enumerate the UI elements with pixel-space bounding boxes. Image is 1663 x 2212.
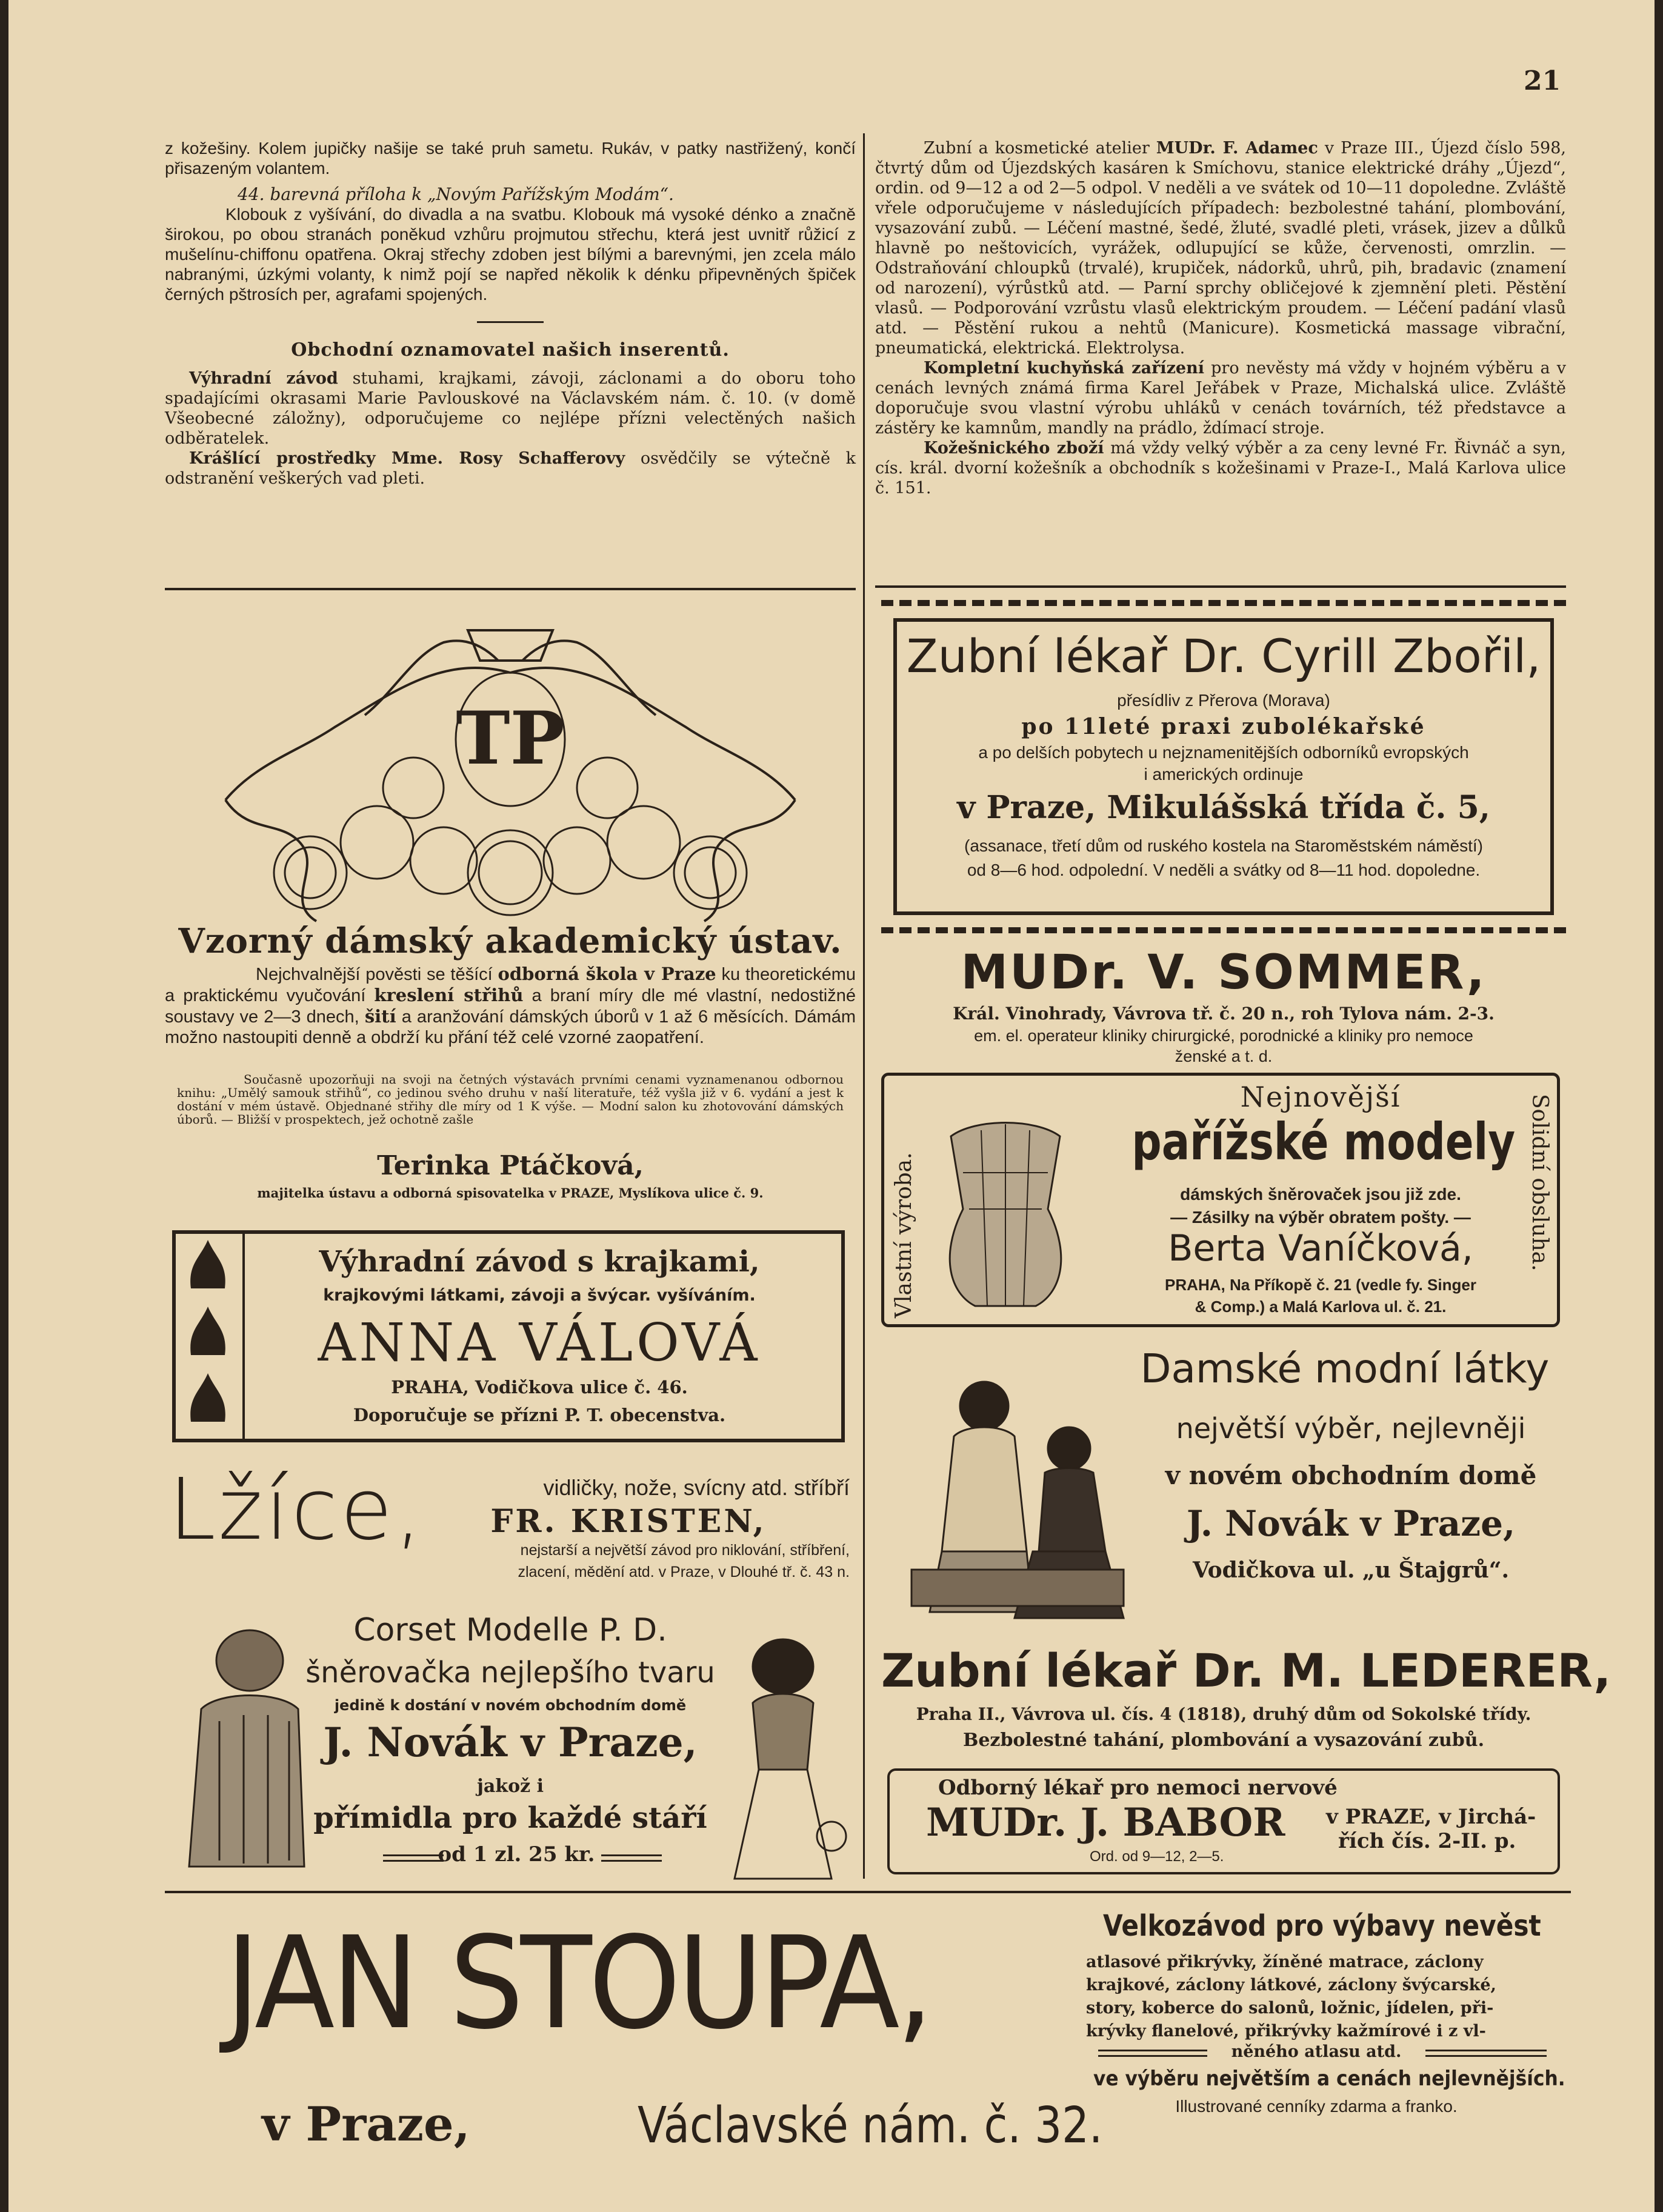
ad-novak [881, 1345, 1566, 1636]
ustav-a: Nejchvalnější pověsti se těšící [256, 965, 498, 984]
bottom-rule [165, 1891, 1571, 1893]
right-column-text [875, 138, 1566, 498]
ad-vanickova [881, 1073, 1560, 1327]
vanickova-l1: Nejnovější [1240, 1081, 1401, 1113]
stoupa-addr: Václavské nám. č. 32. [638, 2097, 1103, 2154]
zboril-title: Zubní lékař Dr. Cyrill Zbořil, [906, 629, 1541, 683]
zboril-l7: od 8—6 hod. odpolední. V neděli a svátky od 8—11 hod. dopoledne. [967, 861, 1481, 879]
ustav-b: odborná škola v Praze [498, 964, 716, 984]
ustav-g: a aranžování dámských úborů v 1 až 6 měsících. Dámám možno nastoupiti denně a obdrží ku přání též celé vzorné zaopatření. [165, 1007, 856, 1047]
babor-ord: Ord. od 9—12, 2—5. [1090, 1848, 1224, 1865]
corset-l1: Corset Modelle P. D. [353, 1612, 667, 1648]
p3-body: stuhami, krajkami, závoji, záclonami a do oboru toho spadajícími okrasami Marie Pavlouskové na Václavském nám. č. 10. (v domě Všeobecné záložny), odporučujeme co nejlépe přízni velectěných našich odběratelek. [165, 369, 856, 448]
p1b: MUDr. F. Adamec [1156, 139, 1318, 158]
vanickova-l3: dámských šněrovaček jsou již zde. [1180, 1185, 1461, 1204]
p2-body: pro nevěsty má vždy v hojném výběru a v cenách levných známá firma Karel Jeřábek v Praze, Michalská ulice. Zvláště doporučuje svou vlastní výrobu uhláků v cenách továrních, též představce a zástěry ke kamnům, mandly na prádlo, ždímací stroje. [875, 359, 1566, 438]
column-divider [863, 133, 865, 1879]
corset-l2: šněrovačka nejlepšího tvaru [305, 1656, 715, 1690]
vanickova-side-right: Solidní obsluha. [1527, 1094, 1552, 1271]
zboril-l4: i amerických ordinuje [1144, 765, 1304, 784]
sommer-l1: Král. Vinohrady, Vávrova tř. č. 20 n., roh Tylova nám. 2-3. [953, 1004, 1495, 1024]
lederer-title: Zubní lékař Dr. M. LEDERER, [881, 1644, 1611, 1697]
lederer-l2: Bezbolestné tahání, plombování a vysazování zubů. [962, 1730, 1485, 1751]
kristen-l1: vidličky, nože, svícny atd. stříbří [543, 1475, 850, 1500]
stoupa-r5: krývky flanelové, přikrývky kažmírové i z vl- [1086, 2022, 1486, 2040]
ustav-c: ku theoretickému a praktickému vyučování [165, 965, 856, 1005]
kristen-l3: nejstarší a největší závod pro niklování, stříbření, [520, 1542, 850, 1559]
zboril-l2: po 11leté praxi zubolékařské [1021, 714, 1426, 739]
zboril-l3: a po delších pobytech u nejznamenitějších odborníků evropských [978, 743, 1469, 762]
left-column-text [165, 138, 856, 488]
valova-rec: Doporučuje se přízni P. T. obecenstva. [353, 1405, 726, 1425]
vanickova-l6: PRAHA, Na Příkopě č. 21 (vedle fy. Singer [1165, 1276, 1476, 1294]
ad-kristen [165, 1461, 856, 1600]
stoupa-r3: krajkové, záclony látkové, záclony švýcarské, [1086, 1976, 1496, 1994]
ustav-sub: majitelka ústavu a odborná spisovatelka v PRAZE, Myslíkova ulice č. 9. [257, 1185, 764, 1201]
ustav-title: Vzorný dámský akademický ústav. [178, 921, 842, 961]
stoupa-r4: story, koberce do salonů, ložnic, jídelen, při- [1086, 1999, 1494, 2017]
stoupa-r1: Velkozávod pro výbavy nevěst [1103, 1909, 1541, 1943]
two-ladies-illustration-icon [893, 1370, 1142, 1630]
valova-sub: krajkovými látkami, závoji a švýcar. vyšíváním. [323, 1286, 756, 1305]
p3-lead-r: Kožešnického zboží [924, 439, 1104, 458]
vanickova-l4: — Zásilky na výběr obratem pošty. — [1170, 1208, 1471, 1227]
stoupa-r8: Illustrované cenníky zdarma a franko. [1175, 2097, 1458, 2116]
ornament-emblem [213, 618, 807, 945]
stoupa-rule-right [1425, 2050, 1547, 2057]
ad-ustav [165, 606, 856, 1212]
stoupa-r2: atlasové přikrývky, žíněné matrace, záclony [1086, 1953, 1484, 1971]
p2-lead: Kompletní kuchyňská zařízení [924, 359, 1204, 378]
zboril-l1: přesídliv z Přerova (Morava) [1117, 691, 1330, 710]
page [8, 0, 1655, 2212]
novak-l1: Damské modní látky [1140, 1345, 1550, 1392]
vanickova-l5: Berta Vaníčková, [1168, 1227, 1473, 1270]
corset-figure-right-icon [710, 1630, 856, 1885]
stoupa-r6: něného atlasu atd. [1231, 2042, 1402, 2061]
p1c: v Praze III., Újezd číslo 598, čtvrtý dům od Újezdských kasáren k Smíchovu, stanice elektrické dráhy „Újezd“, ordin. od 9—12 a od 2—5 odpol. V neděli a ve svátek od 10—11 dopoledne. Zvláště vřele odporučujeme v následujících případech: bezbolestné tahání, plombování, vysazování zubů. — Léčení mastné, šedé, žluté, svadlé pleti, vrásek, jizev a důlků hlavně po neštovicích, vyrážek, odlupující se kůže, červenosti, omrzlin. — Odstraňování chloupků (trvalé), krupiček, nádorků, uhrů, pih, bradavic (znamení od narození), výrůstků atd. — Parní sprchy obličejové k zjemnění pleti. Pěstění vlasů. — Podporování vzrůstu vlasů elektrickým proudem. — Léčení padání vlasů atd. — Pěstění rukou a nehtů (Manicure). Kosmetická massage vibrační, pneumatická, elektrická. Elektrolysa. [875, 139, 1566, 358]
ustav-f: šití [364, 1006, 396, 1027]
corset-l7: od 1 zl. 25 kr. [438, 1842, 595, 1867]
vanickova-side-left: Vlastní výroba. [891, 1152, 916, 1318]
valova-flames [176, 1234, 245, 1439]
sommer-l2: em. el. operateur kliniky chirurgické, porodnické a kliniky pro nemoce [974, 1027, 1473, 1045]
ustav-d: kreslení střihů [374, 985, 524, 1005]
valova-title: Výhradní závod s krajkami, [319, 1245, 760, 1279]
kristen-name: FR. KRISTEN, [490, 1503, 767, 1540]
sommer-l3: ženské a t. d. [1175, 1047, 1273, 1065]
novak-l3: v novém obchodním domě [1165, 1461, 1537, 1490]
ustav-small: Současně upozorňuji na svoji na četných výstavách prvními cenami vyznamenanou odbornou knihu: „Umělý samouk střihů“, co jedinou svého druhu v naší literatuře, též vyšla již v 6. vydání a jest k dostání v mém ústavě. Objednané střihy dle míry od 1 K výše. — Modní salon ku zhotovování dámských úborů. — Bližší v prospektech, jež ochotně zašle [177, 1072, 844, 1127]
paragraph-hat: Klobouk z vyšívání, do divadla a na svatbu. Klobouk má vysoké dénko a značně širokou, po obou stranách poněkud vzhůru projmutou střechu, která jest uvnitř růžicí z mušelínu-chiffonu opatřena. Okraj střechy zdoben jest bílými a barevnými, jen zcela málo nabranými, úzkými volanty, k nimž pojí se napřed několik k dénku připevněných špiček černých pštrosích per, agrafami spojených. [165, 205, 856, 304]
right-rule [875, 585, 1566, 588]
corset-l3: jedině k dostání v novém obchodním domě [334, 1697, 687, 1714]
p4-lead: Krášlící prostředky Mme. Rosy Schafferovy [189, 449, 625, 468]
stoupa-rule-left [1098, 2050, 1207, 2057]
vanickova-l7: & Comp.) a Malá Karlova ul. č. 21. [1195, 1298, 1447, 1316]
valova-addr: PRAHA, Vodičkova ulice č. 46. [391, 1377, 688, 1397]
flame-ornament-icon [176, 1234, 240, 1439]
zboril-l5: v Praze, Mikulášská třída č. 5, [957, 789, 1490, 826]
ad-valova [172, 1230, 845, 1442]
section-heading: Obchodní oznamovatel našich inserentů. [291, 339, 730, 361]
corset-l5: jakož i [477, 1776, 544, 1797]
page-number: 21 [1524, 65, 1561, 96]
monogram: TP [456, 696, 565, 781]
ad-babor [887, 1768, 1560, 1874]
stoupa-r7: ve výběru největším a cenách nejlevnějších. [1093, 2067, 1565, 2091]
corset-l4: J. Novák v Praze, [323, 1719, 698, 1766]
babor-addr1: v PRAZE, v Jirchá- [1326, 1805, 1536, 1829]
section-divider [477, 321, 544, 323]
p3-body-r: má vždy velký výběr a za ceny levné Fr. Řivnáč a syn, cís. král. dvorní kožešník a obchodník s kožešinami v Praze-I., Malá Karlova ulice č. 151. [875, 439, 1567, 498]
ustav-body [165, 964, 856, 1048]
novak-l2: největší výběr, nejlevněji [1176, 1412, 1526, 1445]
corset-l6: přímidla pro každé stáří [313, 1801, 707, 1835]
ad-corset [165, 1612, 856, 1879]
babor-addr2: řích čís. 2-II. p. [1338, 1829, 1516, 1853]
babor-name: MUDr. J. BABOR [926, 1800, 1285, 1845]
corset-rule-right [601, 1854, 662, 1862]
valova-name: ANNA VÁLOVÁ [318, 1313, 761, 1373]
novak-l4: J. Novák v Praze, [1186, 1503, 1516, 1544]
ad-sommer [881, 945, 1566, 1065]
stoupa-name: JAN STOUPA, [225, 1909, 930, 2057]
ad-zboril [881, 600, 1566, 933]
vanickova-l2: pařížské modely [1131, 1112, 1516, 1171]
kristen-l4: zlacení, mědění atd. v Praze, v Dlouhé tř. č. 43 n. [518, 1564, 850, 1581]
ad-lederer [881, 1644, 1611, 1765]
stoupa-city: v Praze, [262, 2097, 470, 2152]
p4-body: osvědčily se výtečně k odstranění veškerých vad pleti. [165, 449, 856, 488]
paragraph-sleeve: z kožešiny. Kolem jupičky našije se také pruh sametu. Rukáv, v patky nastřižený, končí přisazeným volantem. [165, 139, 856, 178]
kristen-big: Lžíce, [168, 1461, 424, 1559]
p3-lead: Výhradní závod [189, 369, 338, 388]
ad-stoupa [165, 1897, 1571, 2200]
novak-l5: Vodičkova ul. „u Štajgrů“. [1193, 1557, 1509, 1583]
ustav-name: Terinka Ptáčková, [377, 1150, 644, 1181]
caption-plate-44: 44. barevná příloha k „Novým Pařížským Modám“. [238, 184, 674, 204]
lederer-l1: Praha II., Vávrova ul. čís. 4 (1818), druhý dům od Sokolské třídy. [916, 1704, 1531, 1724]
left-rule [165, 588, 856, 590]
zboril-l6: (assanace, třetí dům od ruského kostela na Staroměstském náměstí) [964, 836, 1483, 855]
corset-illustration-icon [927, 1100, 1084, 1318]
babor-l1: Odborný lékař pro nemoci nervové [938, 1776, 1338, 1800]
zboril-top-border [881, 600, 1566, 606]
p1a: Zubní a kosmetické atelier [924, 139, 1156, 158]
ustav-e: a braní míry dle mé vlastní, nedostižné soustavy ve 2—3 dnech, [165, 986, 856, 1027]
zboril-bottom-border [881, 927, 1566, 933]
sommer-title: MUDr. V. SOMMER, [961, 945, 1487, 1000]
